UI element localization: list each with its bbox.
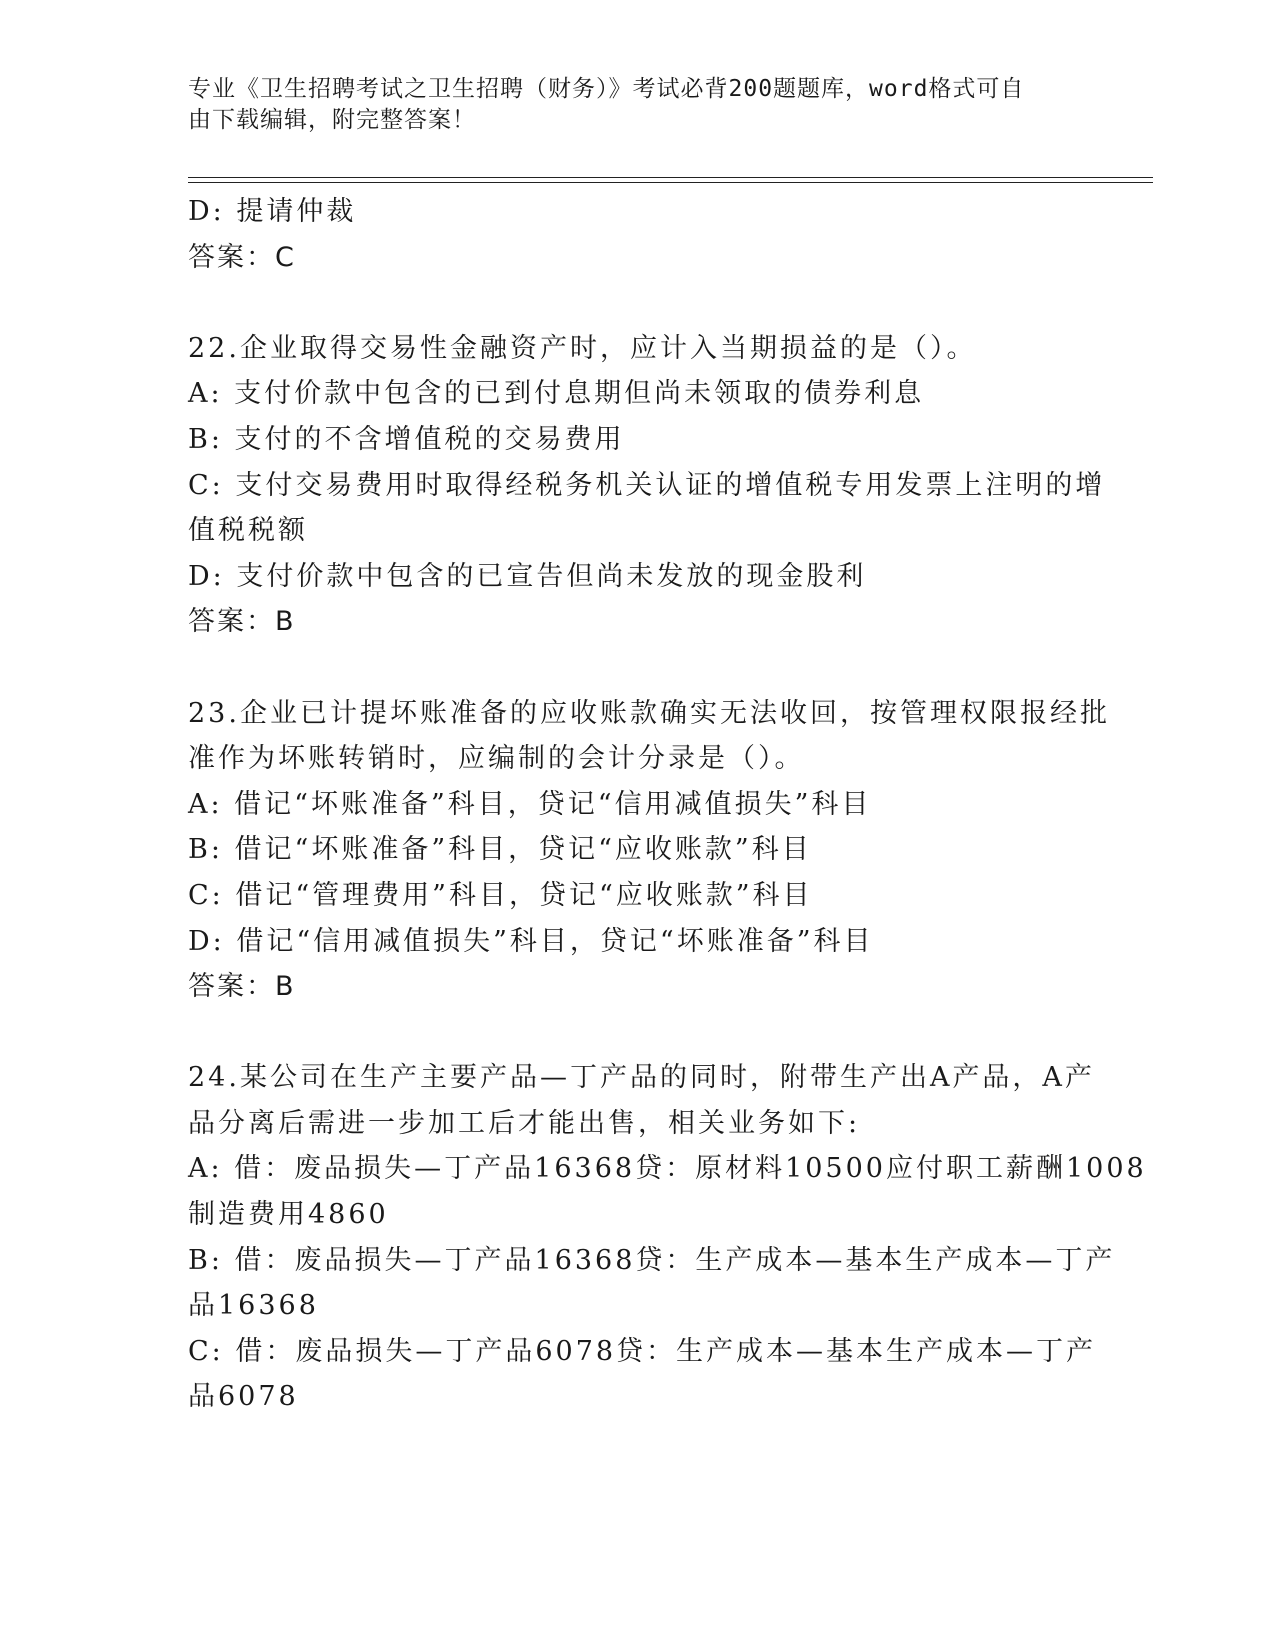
option-a: A: 借记“坏账准备”科目，贷记“信用减值损失”科目 (188, 788, 872, 820)
question-list (188, 189, 1147, 1420)
spacer (188, 645, 1088, 691)
option-d: D: 借记“信用减值损失”科目，贷记“坏账准备”科目 (188, 925, 874, 957)
option-b: B: 支付的不含增值税的交易费用 (188, 423, 625, 455)
option-c: C: 借：废品损失—丁产品6078贷：生产成本—基本生产成本—丁产 (188, 1335, 1097, 1367)
question-24 (188, 1055, 1147, 1420)
spacer (188, 280, 1088, 326)
option-d: D: 支付价款中包含的已宣告但尚未发放的现金股利 (188, 560, 867, 592)
option-c: C: 支付交易费用时取得经税务机关认证的增值税专用发票上注明的增 (188, 469, 1106, 501)
answer: 答案：C (188, 241, 296, 273)
option-a: A: 借：废品损失—丁产品16368贷：原材料10500应付职工薪酬1008 (188, 1153, 1147, 1185)
option-c: C: 借记“管理费用”科目，贷记“应收账款”科目 (188, 879, 813, 911)
option-b-cont: 品16368 (188, 1290, 319, 1322)
header-divider (188, 182, 1153, 183)
question-23 (188, 691, 1110, 1010)
question-stem-cont: 准作为坏账转销时，应编制的会计分录是（）。 (188, 743, 805, 775)
answer: 答案：B (188, 606, 296, 638)
option-a: A: 支付价款中包含的已到付息期但尚未领取的债券利息 (188, 378, 925, 410)
question-stem: 22.企业取得交易性金融资产时，应计入当期损益的是（）。 (188, 332, 977, 364)
option-c-cont: 品6078 (188, 1381, 299, 1413)
option-d: D: 提请仲裁 (188, 196, 357, 227)
option-a-cont: 制造费用4860 (188, 1199, 389, 1231)
spacer (188, 1010, 1088, 1056)
question-stem: 24.某公司在生产主要产品—丁产品的同时，附带生产出A产品，A产 (188, 1062, 1095, 1094)
option-c-cont: 值税税额 (188, 515, 308, 547)
answer: 答案：B (188, 971, 296, 1003)
page-header (188, 74, 1068, 136)
question-22 (188, 326, 1106, 645)
header-line: 由下载编辑，附完整答案！ (188, 107, 476, 133)
option-b: B: 借记“坏账准备”科目，贷记“应收账款”科目 (188, 834, 812, 866)
option-b: B: 借：废品损失—丁产品16368贷：生产成本—基本生产成本—丁产 (188, 1244, 1116, 1276)
question-stem: 23.企业已计提坏账准备的应收账款确实无法收回，按管理权限报经批 (188, 697, 1110, 729)
header-divider (188, 177, 1153, 178)
question-stem-cont: 品分离后需进一步加工后才能出售，相关业务如下: (188, 1107, 861, 1139)
question-21-fragment (188, 189, 1088, 280)
header-line: 专业《卫生招聘考试之卫生招聘（财务）》考试必背200题题库，word格式可自 (188, 76, 1025, 102)
